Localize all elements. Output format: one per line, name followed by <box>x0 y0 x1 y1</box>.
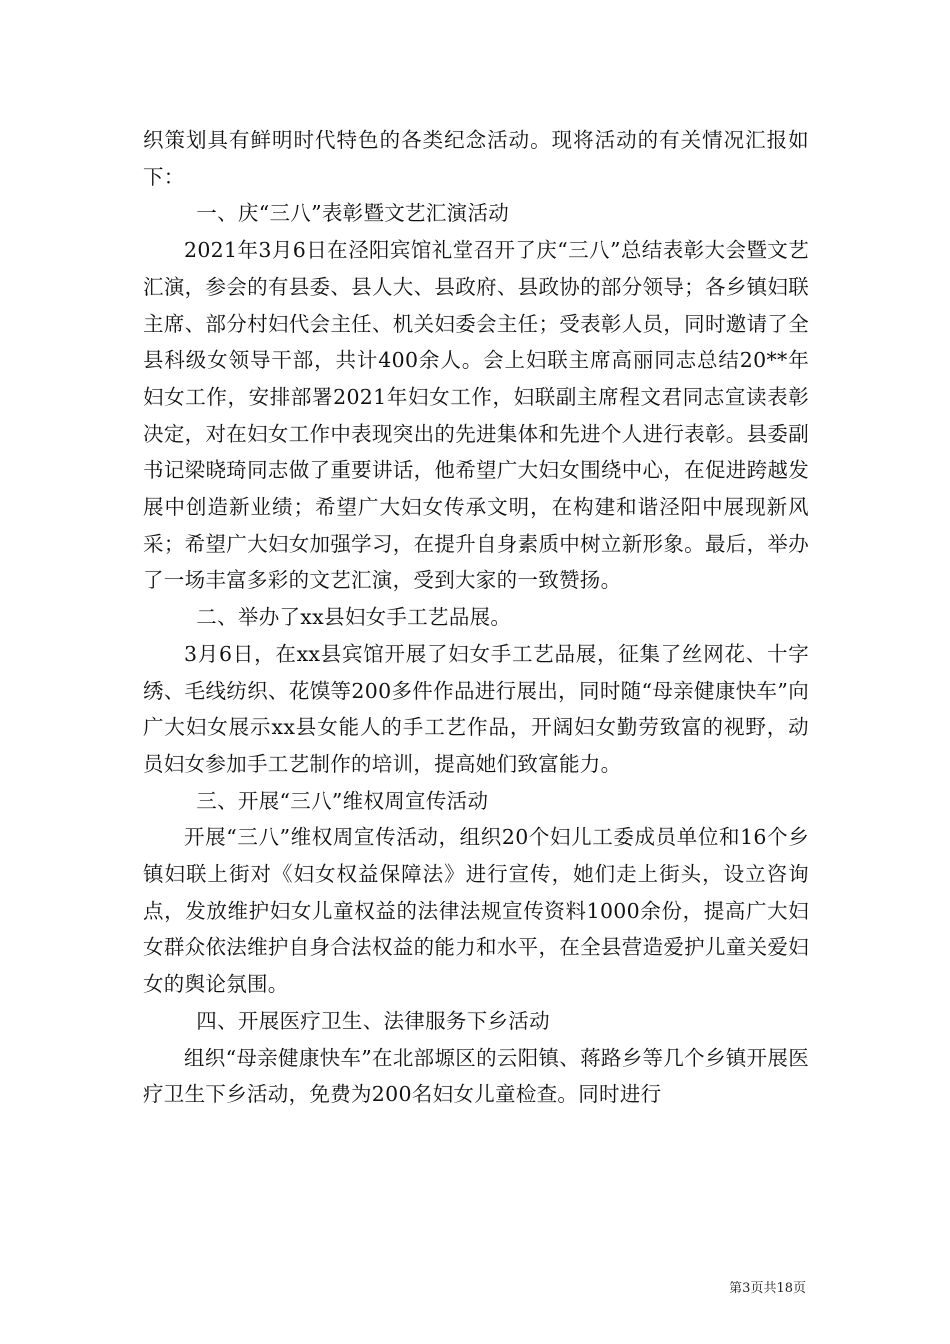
section-heading-2: 二、举办了xx县妇女手工艺品展。 <box>196 605 512 630</box>
paragraph-section-3: 开展“三八”维权周宣传活动，组织20个妇儿工委成员单位和16个乡镇妇联上街对《妇女权益保障法》进行宣传，她们走上街头，设立咨询点，发放维护妇女儿童权益的法律法规宣传资料1000余份，提高广大妇女群众依法维护自身合法权益的能力和水平，在全县营造爱护儿童关爱妇女的舆论氛围。 <box>143 825 809 997</box>
paragraph-section-1: 2021年3月6日在泾阳宾馆礼堂召开了庆“三八”总结表彰大会暨文艺汇演，参会的有县委、县人大、县政府、县政协的部分领导；各乡镇妇联主席、部分村妇代会主任、机关妇委会主任；受表彰人员，同时邀请了全县科级女领导干部，共计400余人。会上妇联主席高丽同志总结20**年妇女工作，安排部署2021年妇女工作，妇联副主席程文君同志宣读表彰决定，对在妇女工作中表现突出的先进集体和先进个人进行表彰。县委副书记梁晓琦同志做了重要讲话，他希望广大妇女围绕中心，在促进跨越发展中创造新业绩；希望广大妇女传承文明，在构建和谐泾阳中展现新风采；希望广大妇女加强学习，在提升自身素质中树立新形象。最后，举办了一场丰富多彩的文艺汇演，受到大家的一致赞扬。 <box>143 238 809 593</box>
page-number: 第3页共18页 <box>729 1281 806 1296</box>
section-heading-1: 一、庆“三八”表彰暨文艺汇演活动 <box>196 201 510 226</box>
paragraph-section-4: 组织“母亲健康快车”在北部塬区的云阳镇、蒋路乡等几个乡镇开展医疗卫生下乡活动，免费为200名妇女儿童检查。同时进行 <box>143 1045 809 1107</box>
paragraph-continuation: 织策划具有鲜明时代特色的各类纪念活动。现将活动的有关情况汇报如下： <box>143 128 809 189</box>
paragraph-section-2: 3月6日，在xx县宾馆开展了妇女手工艺品展，征集了丝网花、十字绣、毛线纺织、花馍等200多件作品进行展出，同时随“母亲健康快车”向广大妇女展示xx县女能人的手工艺作品，开阔妇女勤劳致富的视野，动员妇女参加手工艺制作的培训，提高她们致富能力。 <box>143 641 809 776</box>
section-heading-4: 四、开展医疗卫生、法律服务下乡活动 <box>196 1008 550 1033</box>
document-body <box>143 122 809 1113</box>
section-heading-3: 三、开展“三八”维权周宣传活动 <box>196 788 489 813</box>
